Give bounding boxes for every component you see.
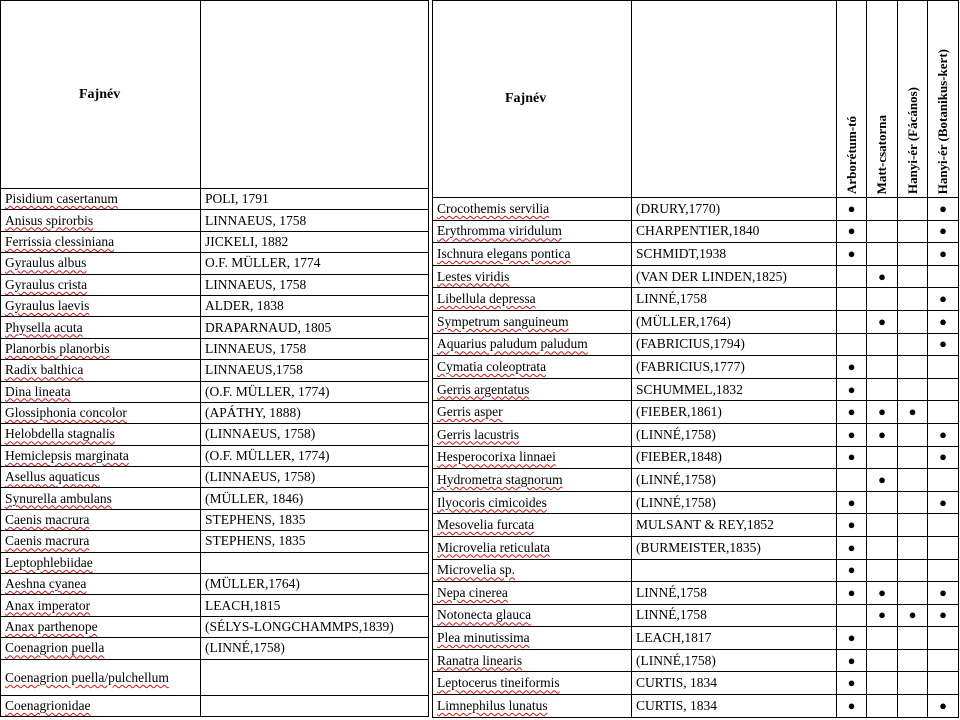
- author-cell: (LINNAEUS, 1758): [201, 467, 429, 488]
- species-name-header: Fajnév: [1, 1, 201, 189]
- table-row: [1, 381, 429, 402]
- species-name: Physella acuta: [5, 319, 83, 335]
- species-name-cell: [1, 210, 201, 231]
- species-name-cell: [1, 189, 201, 210]
- presence-empty: [898, 649, 928, 672]
- author-cell: [201, 695, 429, 716]
- table-row: [433, 198, 959, 221]
- species-name-cell: [1, 638, 201, 659]
- presence-dot: ●: [837, 243, 867, 266]
- species-name: Anax imperator: [5, 597, 91, 613]
- presence-empty: [898, 333, 928, 356]
- species-name-cell: [433, 604, 632, 627]
- presence-empty: [867, 672, 898, 695]
- species-name-cell: [433, 220, 632, 243]
- presence-empty: [928, 401, 959, 424]
- species-name: Coenagrion puella: [5, 640, 105, 656]
- table-row: [433, 649, 959, 672]
- presence-dot: ●: [837, 491, 867, 514]
- table-row: [1, 467, 429, 488]
- species-name: Caenis macrura: [5, 512, 90, 528]
- species-name-cell: [1, 338, 201, 359]
- table-row: [1, 509, 429, 530]
- species-name: Microvelia reticulata: [437, 539, 550, 555]
- table-row: [1, 659, 429, 695]
- author-cell: (O.F. MÜLLER, 1774): [201, 445, 429, 466]
- presence-empty: [867, 378, 898, 401]
- author-cell: (LINNÉ,1758): [632, 649, 837, 672]
- presence-empty: [898, 672, 928, 695]
- presence-empty: [898, 378, 928, 401]
- species-name-cell: [1, 574, 201, 595]
- author-cell: DRAPARNAUD, 1805: [201, 317, 429, 338]
- author-cell: (FABRICIUS,1794): [632, 333, 837, 356]
- species-name: Crocothemis servilia: [437, 200, 550, 216]
- species-name-cell: [433, 265, 632, 288]
- table-row: [1, 488, 429, 509]
- presence-dot: ●: [837, 582, 867, 605]
- author-cell: (MÜLLER,1764): [632, 310, 837, 333]
- presence-empty: [898, 514, 928, 537]
- presence-empty: [867, 356, 898, 379]
- table-header-row: [433, 1, 959, 198]
- species-name: Ischnura elegans pontica: [437, 245, 571, 261]
- table-row: [433, 356, 959, 379]
- table-row: [433, 582, 959, 605]
- species-name: Gyraulus albus: [5, 255, 87, 271]
- presence-empty: [898, 559, 928, 582]
- right-species-table: [432, 0, 959, 718]
- species-name: Gerris lacustris: [437, 426, 520, 442]
- presence-empty: [867, 695, 898, 718]
- site-label: Hanyi-ér (Botanikus-kert): [935, 48, 950, 194]
- presence-empty: [898, 423, 928, 446]
- author-cell: STEPHENS, 1835: [201, 509, 429, 530]
- presence-empty: [867, 243, 898, 266]
- author-cell: LINNÉ,1758: [632, 288, 837, 311]
- presence-dot: ●: [928, 243, 959, 266]
- presence-empty: [867, 491, 898, 514]
- presence-dot: ●: [928, 333, 959, 356]
- author-cell: (LINNÉ,1758): [201, 638, 429, 659]
- table-row: [1, 189, 429, 210]
- species-name: Nepa cinerea: [437, 584, 508, 600]
- presence-empty: [898, 491, 928, 514]
- presence-empty: [928, 672, 959, 695]
- species-name-cell: [1, 488, 201, 509]
- species-name: Radix balthica: [5, 362, 84, 378]
- author-header: [201, 1, 429, 189]
- presence-empty: [867, 627, 898, 650]
- presence-dot: ●: [867, 265, 898, 288]
- presence-dot: ●: [837, 446, 867, 469]
- table-row: [1, 445, 429, 466]
- author-cell: LINNAEUS, 1758: [201, 274, 429, 295]
- table-row: [433, 310, 959, 333]
- presence-dot: ●: [837, 423, 867, 446]
- presence-empty: [928, 265, 959, 288]
- species-name: Gyraulus crista: [5, 276, 88, 292]
- presence-empty: [928, 649, 959, 672]
- site-label: Hanyi-ér (Fácános): [904, 87, 920, 194]
- table-row: [433, 288, 959, 311]
- species-name-cell: [433, 378, 632, 401]
- author-cell: (SÉLYS-LONGCHAMMPS,1839): [201, 616, 429, 637]
- presence-dot: ●: [837, 356, 867, 379]
- species-name: Microvelia sp.: [437, 562, 515, 578]
- presence-empty: [867, 446, 898, 469]
- author-cell: (APÁTHY, 1888): [201, 402, 429, 423]
- species-name: Hemiclepsis marginata: [5, 447, 129, 463]
- presence-dot: ●: [928, 288, 959, 311]
- author-cell: LEACH,1817: [632, 627, 837, 650]
- species-name: Lestes viridis: [437, 268, 510, 284]
- species-name: Gyraulus laevis: [5, 298, 90, 314]
- table-row: [1, 595, 429, 616]
- presence-empty: [867, 198, 898, 221]
- presence-dot: ●: [837, 198, 867, 221]
- species-name: Leptocerus tineiformis: [437, 675, 560, 691]
- site-label: Matt-csatorna: [874, 114, 889, 194]
- species-name: Asellus aquaticus: [5, 469, 100, 485]
- species-name-cell: [1, 381, 201, 402]
- species-name: Gerris asper: [437, 404, 503, 420]
- presence-dot: ●: [837, 695, 867, 718]
- species-name-cell: [1, 616, 201, 637]
- species-name: Aeshna cyanea: [5, 576, 87, 592]
- presence-dot: ●: [837, 514, 867, 537]
- table-row: [1, 274, 429, 295]
- author-cell: (BURMEISTER,1835): [632, 536, 837, 559]
- species-name-cell: [433, 582, 632, 605]
- table-row: [1, 424, 429, 445]
- species-name-cell: [433, 559, 632, 582]
- presence-dot: ●: [837, 649, 867, 672]
- presence-empty: [898, 288, 928, 311]
- species-name-cell: [1, 509, 201, 530]
- presence-empty: [928, 469, 959, 492]
- presence-dot: ●: [837, 536, 867, 559]
- species-name: Anisus spirorbis: [5, 212, 94, 228]
- author-cell: LINNAEUS, 1758: [201, 210, 429, 231]
- species-name-cell: [433, 491, 632, 514]
- presence-dot: ●: [837, 220, 867, 243]
- presence-dot: ●: [898, 401, 928, 424]
- table-row: [1, 531, 429, 552]
- species-name: Ferrissia clessiniana: [5, 233, 115, 249]
- species-name: Pisidium casertanum: [5, 191, 118, 207]
- author-cell: (LINNAEUS, 1758): [201, 424, 429, 445]
- species-name: Coenagrion puella/pulchellum: [5, 669, 169, 685]
- site-header-arboretum: [837, 1, 867, 198]
- presence-empty: [898, 310, 928, 333]
- presence-dot: ●: [928, 446, 959, 469]
- table-row: [433, 265, 959, 288]
- presence-dot: ●: [928, 582, 959, 605]
- author-cell: (MÜLLER,1764): [201, 574, 429, 595]
- author-cell: (LINNÉ,1758): [632, 423, 837, 446]
- presence-empty: [867, 220, 898, 243]
- species-name-cell: [433, 356, 632, 379]
- species-name: Hesperocorixa linnaei: [437, 449, 556, 465]
- presence-empty: [837, 288, 867, 311]
- species-name: Mesovelia furcata: [437, 517, 535, 533]
- author-cell: MULSANT & REY,1852: [632, 514, 837, 537]
- presence-dot: ●: [928, 491, 959, 514]
- presence-empty: [928, 536, 959, 559]
- table-row: [1, 253, 429, 274]
- author-cell: O.F. MÜLLER, 1774: [201, 253, 429, 274]
- species-name: Glossiphonia concolor: [5, 405, 127, 421]
- species-name-cell: [1, 695, 201, 716]
- species-name-cell: [433, 514, 632, 537]
- author-cell: (LINNÉ,1758): [632, 469, 837, 492]
- table-row: [1, 638, 429, 659]
- presence-empty: [928, 378, 959, 401]
- presence-dot: ●: [867, 604, 898, 627]
- table-row: [433, 695, 959, 718]
- presence-dot: ●: [837, 378, 867, 401]
- species-name-cell: [1, 659, 201, 695]
- site-header-matt-csatorna: [867, 1, 898, 198]
- author-cell: LINNAEUS, 1758: [201, 338, 429, 359]
- species-name-cell: [433, 243, 632, 266]
- species-name-cell: [1, 467, 201, 488]
- presence-empty: [837, 469, 867, 492]
- table-row: [433, 378, 959, 401]
- presence-dot: ●: [928, 310, 959, 333]
- author-cell: [201, 659, 429, 695]
- author-cell: (FABRICIUS,1777): [632, 356, 837, 379]
- presence-empty: [867, 288, 898, 311]
- species-name: Erythromma viridulum: [437, 223, 562, 239]
- species-name: Notonecta glauca: [437, 607, 532, 623]
- species-name: Aquarius paludum paludum: [437, 336, 588, 352]
- species-name-cell: [433, 333, 632, 356]
- presence-empty: [837, 333, 867, 356]
- presence-empty: [898, 627, 928, 650]
- table-row: [433, 401, 959, 424]
- species-name-cell: [1, 424, 201, 445]
- species-name: Helobdella stagnalis: [5, 426, 115, 442]
- presence-dot: ●: [898, 604, 928, 627]
- site-label: Arborétum-tó: [843, 116, 859, 194]
- species-name-cell: [433, 401, 632, 424]
- table-row: [433, 243, 959, 266]
- author-cell: (LINNÉ,1758): [632, 491, 837, 514]
- species-name-cell: [1, 360, 201, 381]
- author-cell: LINNÉ,1758: [632, 604, 837, 627]
- table-row: [433, 536, 959, 559]
- table-row: [433, 333, 959, 356]
- presence-empty: [928, 627, 959, 650]
- author-cell: (FIEBER,1861): [632, 401, 837, 424]
- author-cell: SCHMIDT,1938: [632, 243, 837, 266]
- presence-dot: ●: [867, 469, 898, 492]
- table-header-row: [1, 1, 429, 189]
- species-name-cell: [433, 536, 632, 559]
- table-row: [1, 231, 429, 252]
- table-row: [433, 672, 959, 695]
- presence-dot: ●: [867, 310, 898, 333]
- presence-dot: ●: [928, 220, 959, 243]
- species-name-cell: [1, 552, 201, 573]
- species-name-cell: [1, 445, 201, 466]
- author-cell: LINNAEUS,1758: [201, 360, 429, 381]
- presence-empty: [898, 265, 928, 288]
- presence-empty: [837, 310, 867, 333]
- species-name-cell: [1, 295, 201, 316]
- species-name: Ranatra linearis: [437, 652, 523, 668]
- site-header-hanyi-botanikus: [928, 1, 959, 198]
- presence-empty: [837, 604, 867, 627]
- presence-empty: [837, 265, 867, 288]
- species-name-cell: [1, 274, 201, 295]
- presence-dot: ●: [867, 401, 898, 424]
- presence-empty: [898, 536, 928, 559]
- table-row: [433, 627, 959, 650]
- table-row: [1, 317, 429, 338]
- presence-empty: [898, 469, 928, 492]
- presence-dot: ●: [928, 198, 959, 221]
- author-cell: (MÜLLER, 1846): [201, 488, 429, 509]
- author-cell: [632, 559, 837, 582]
- presence-dot: ●: [928, 695, 959, 718]
- author-cell: POLI, 1791: [201, 189, 429, 210]
- table-row: [1, 695, 429, 716]
- table-row: [433, 220, 959, 243]
- species-name-cell: [433, 672, 632, 695]
- species-name-cell: [1, 531, 201, 552]
- table-row: [433, 559, 959, 582]
- presence-dot: ●: [837, 627, 867, 650]
- species-name-cell: [433, 695, 632, 718]
- author-cell: LINNÉ,1758: [632, 582, 837, 605]
- species-name: Cymatia coleoptrata: [437, 358, 547, 374]
- author-cell: (VAN DER LINDEN,1825): [632, 265, 837, 288]
- species-name-cell: [1, 402, 201, 423]
- author-cell: CHARPENTIER,1840: [632, 220, 837, 243]
- species-name: Anax parthenope: [5, 619, 98, 634]
- species-name: Plea minutissima: [437, 630, 530, 646]
- author-cell: ALDER, 1838: [201, 295, 429, 316]
- species-name: Libellula depressa: [437, 291, 536, 307]
- presence-empty: [867, 333, 898, 356]
- author-cell: (FIEBER,1848): [632, 446, 837, 469]
- species-name-cell: [433, 627, 632, 650]
- site-header-hanyi-facanos: [898, 1, 928, 198]
- presence-empty: [928, 514, 959, 537]
- table-row: [433, 469, 959, 492]
- presence-empty: [898, 243, 928, 266]
- presence-dot: ●: [867, 582, 898, 605]
- presence-empty: [928, 356, 959, 379]
- table-row: [1, 574, 429, 595]
- presence-empty: [928, 559, 959, 582]
- presence-empty: [867, 536, 898, 559]
- table-row: [1, 295, 429, 316]
- table-row: [433, 423, 959, 446]
- presence-dot: ●: [837, 672, 867, 695]
- species-name-cell: [1, 253, 201, 274]
- author-cell: CURTIS, 1834: [632, 672, 837, 695]
- species-name: Gerris argentatus: [437, 381, 530, 397]
- species-name-header: Fajnév: [433, 1, 632, 198]
- species-name: Leptophlebiidae: [5, 554, 93, 570]
- presence-dot: ●: [837, 401, 867, 424]
- author-header: [632, 1, 837, 198]
- table-row: [433, 604, 959, 627]
- presence-dot: ●: [928, 604, 959, 627]
- presence-empty: [898, 220, 928, 243]
- presence-empty: [898, 446, 928, 469]
- species-name: Ilyocoris cimicoides: [437, 494, 547, 510]
- species-name-cell: [1, 231, 201, 252]
- presence-empty: [867, 559, 898, 582]
- author-cell: (DRURY,1770): [632, 198, 837, 221]
- species-name: Limnephilus lunatus: [437, 697, 548, 713]
- species-name-cell: [1, 595, 201, 616]
- presence-dot: ●: [867, 423, 898, 446]
- presence-empty: [867, 649, 898, 672]
- author-cell: LEACH,1815: [201, 595, 429, 616]
- table-row: [1, 402, 429, 423]
- species-name-cell: [433, 446, 632, 469]
- species-name: Synurella ambulans: [5, 490, 112, 506]
- species-name: Planorbis planorbis: [5, 340, 110, 356]
- species-name: Hydrometra stagnorum: [437, 471, 563, 487]
- presence-empty: [898, 695, 928, 718]
- table-row: [1, 360, 429, 381]
- author-cell: CURTIS, 1834: [632, 695, 837, 718]
- species-name-cell: [433, 288, 632, 311]
- species-name-cell: [433, 310, 632, 333]
- author-cell: STEPHENS, 1835: [201, 531, 429, 552]
- presence-dot: ●: [928, 423, 959, 446]
- presence-dot: ●: [837, 559, 867, 582]
- left-species-table: [0, 0, 429, 717]
- species-name: Caenis macrura: [5, 533, 90, 549]
- author-cell: (O.F. MÜLLER, 1774): [201, 381, 429, 402]
- species-name: Dina lineata: [5, 383, 71, 399]
- species-name-cell: [1, 317, 201, 338]
- species-name-cell: [433, 649, 632, 672]
- species-name: Sympetrum sanguineum: [437, 313, 569, 329]
- presence-empty: [898, 198, 928, 221]
- table-row: [1, 338, 429, 359]
- table-row: [1, 616, 429, 637]
- table-row: [1, 210, 429, 231]
- table-row: [433, 514, 959, 537]
- presence-empty: [898, 356, 928, 379]
- species-name: Coenagrionidae: [5, 698, 91, 714]
- presence-empty: [898, 582, 928, 605]
- author-cell: JICKELI, 1882: [201, 231, 429, 252]
- table-row: [1, 552, 429, 573]
- author-cell: SCHUMMEL,1832: [632, 378, 837, 401]
- species-name-cell: [433, 198, 632, 221]
- species-name-cell: [433, 469, 632, 492]
- table-row: [433, 446, 959, 469]
- species-name-cell: [433, 423, 632, 446]
- presence-empty: [867, 514, 898, 537]
- author-cell: [201, 552, 429, 573]
- table-row: [433, 491, 959, 514]
